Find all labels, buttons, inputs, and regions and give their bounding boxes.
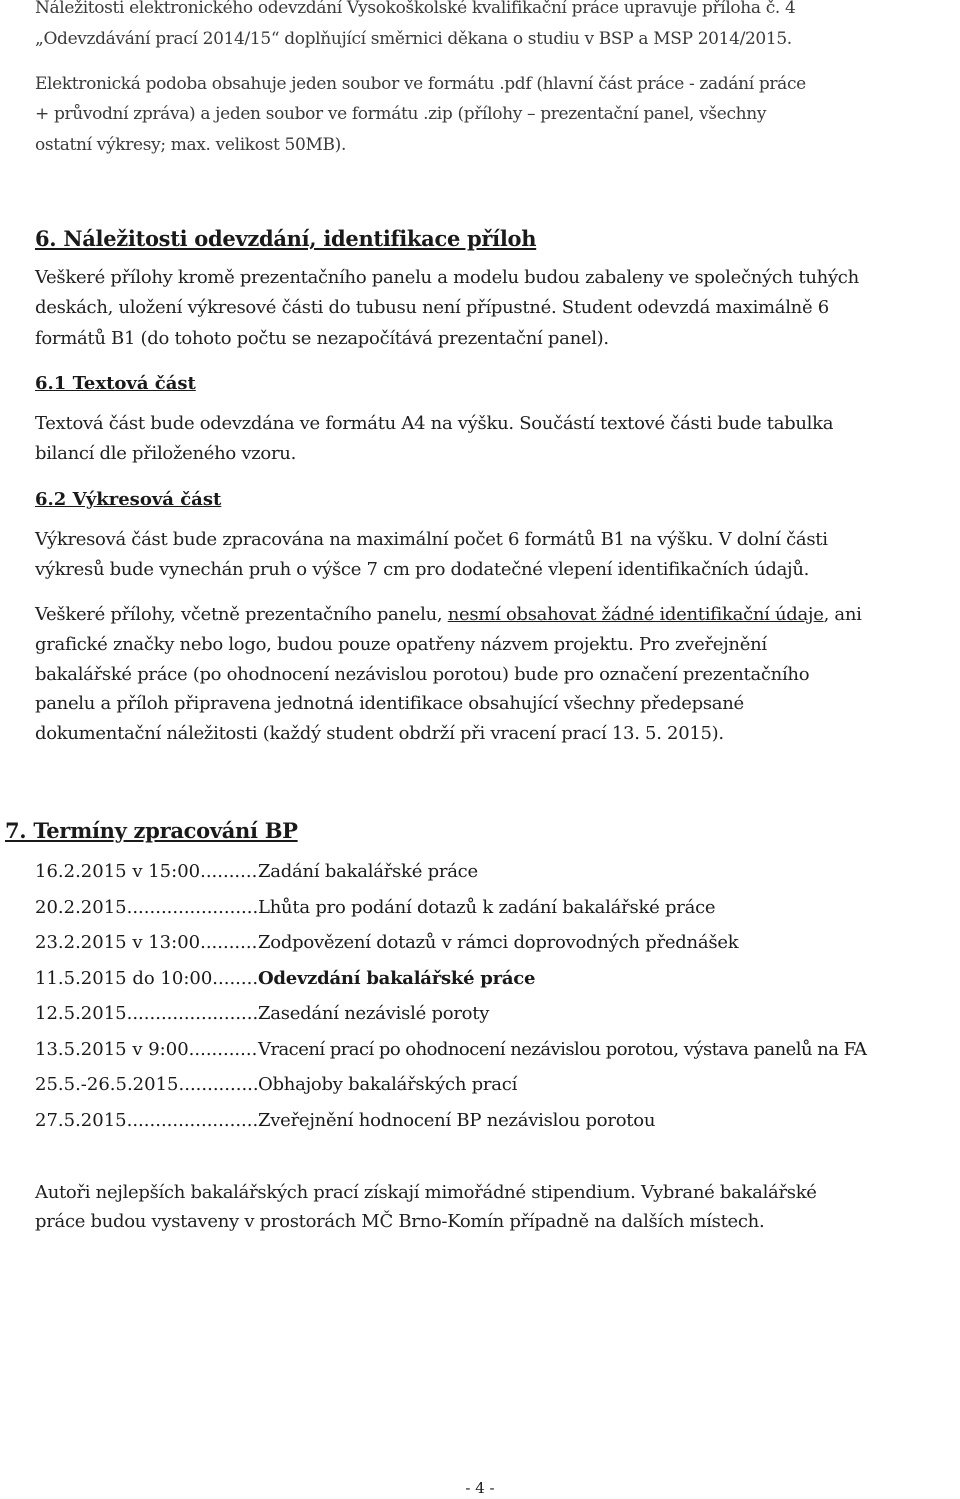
subsection-6-2-title: 6.2 Výkresová část — [35, 489, 222, 510]
schedule-item — [35, 1073, 960, 1109]
schedule-item — [35, 1038, 960, 1074]
subsection-6-2-line-2: výkresů bude vynechán pruh o výšce 7 cm pro dodatečné vlepení identifikačních údajů. — [35, 559, 810, 580]
schedule-item — [35, 931, 960, 967]
schedule-date: 16.2.2015 v 15:00 ..... — [35, 860, 258, 884]
schedule-date: 13.5.2015 v 9:00 ..... — [35, 1038, 258, 1062]
section-7-heading: 7. Termíny zpracování BP — [5, 818, 298, 843]
page-number: - 4 - — [465, 1479, 495, 1497]
schedule-item — [35, 860, 960, 896]
schedule-list — [35, 860, 960, 1144]
intro-line-3: Elektronická podoba obsahuje jeden soubor ve formátu .pdf (hlavní část práce - zadání práce — [35, 74, 806, 94]
section-6-para2-line-5: dokumentační náležitosti (každý student obdrží při vracení prací 13. 5. 2015). — [35, 723, 724, 744]
subsection-6-1-title: 6.1 Textová část — [35, 373, 196, 394]
closing-line-1: Autoři nejlepších bakalářských prací získají mimořádné stipendium. Vybrané bakalářské — [35, 1182, 817, 1203]
para2-text-end: , ani — [823, 604, 862, 625]
schedule-date: 27.5.2015 ..... — [35, 1109, 258, 1133]
schedule-date: 23.2.2015 v 13:00 ..... — [35, 931, 258, 955]
section-6-para2-line-2: grafické značky nebo logo, budou pouze opatřeny názvem projektu. Pro zveřejnění — [35, 634, 767, 655]
intro-line-4: + průvodní zpráva) a jeden soubor ve formátu .zip (přílohy – prezentační panel, všechny — [35, 104, 767, 124]
para2-underlined-warning: nesmí obsahovat žádné identifikační údaje — [447, 604, 824, 625]
para2-text-start: Veškeré přílohy, včetně prezentačního panelu, — [35, 604, 448, 625]
schedule-event: Zasedání nezávislé poroty — [258, 1003, 490, 1024]
section-6-para2-line-3: bakalářské práce (po ohodnocení nezávislou porotou) bude pro označení prezentačního — [35, 664, 810, 685]
closing-line-2: práce budou vystaveny v prostorách MČ Brno-Komín případně na dalších místech. — [35, 1211, 765, 1232]
section-6-para2-line-1 — [35, 603, 862, 627]
schedule-date: 12.5.2015 ..... — [35, 1002, 258, 1026]
schedule-item — [35, 896, 960, 932]
subsection-6-1-line-1: Textová část bude odevzdána ve formátu A4 na výšku. Součástí textové části bude tabulka — [35, 413, 834, 434]
schedule-event: Zadání bakalářské práce — [258, 861, 478, 882]
subsection-6-2-line-1: Výkresová část bude zpracována na maximální počet 6 formátů B1 na výšku. V dolní části — [35, 529, 828, 550]
schedule-date: 25.5.-26.5.2015 ..... — [35, 1073, 258, 1097]
intro-line-5: ostatní výkresy; max. velikost 50MB). — [35, 135, 347, 155]
intro-line-1: Náležitosti elektronického odevzdání Vysokoškolské kvalifikační práce upravuje příloha č. 4 — [35, 0, 796, 18]
schedule-item — [35, 1002, 960, 1038]
schedule-item — [35, 1109, 960, 1145]
schedule-event: Obhajoby bakalářských prací — [258, 1074, 518, 1095]
schedule-date: 11.5.2015 do 10:00 ..... — [35, 967, 258, 991]
schedule-event: Vracení prací po ohodnocení nezávislou porotou, výstava panelů na FA — [258, 1038, 867, 1060]
intro-line-2: „Odevzdávání prací 2014/15“ doplňující směrnici děkana o studiu v BSP a MSP 2014/2015. — [35, 29, 792, 49]
section-6-para1-line-2: deskách, uložení výkresové části do tubusu není přípustné. Student odevzdá maximálně 6 — [35, 297, 829, 318]
schedule-event: Zodpovězení dotazů v rámci doprovodných přednášek — [258, 932, 739, 953]
schedule-event-highlighted: Odevzdání bakalářské práce — [258, 967, 536, 989]
section-6-para1-line-3: formátů B1 (do tohoto počtu se nezapočítává prezentační panel). — [35, 328, 609, 349]
section-6-para1-line-1: Veškeré přílohy kromě prezentačního panelu a modelu budou zabaleny ve společných tuhých — [35, 267, 859, 288]
schedule-date: 20.2.2015 ..... — [35, 896, 258, 920]
schedule-event: Lhůta pro podání dotazů k zadání bakalářské práce — [258, 896, 716, 918]
section-6-para2-line-4: panelu a příloh připravena jednotná identifikace obsahující všechny předepsané — [35, 693, 744, 714]
schedule-item — [35, 967, 960, 1003]
subsection-6-1-line-2: bilancí dle přiloženého vzoru. — [35, 443, 296, 464]
schedule-event: Zveřejnění hodnocení BP nezávislou porotou — [258, 1109, 656, 1131]
section-6-heading: 6. Náležitosti odevzdání, identifikace příloh — [35, 226, 537, 251]
